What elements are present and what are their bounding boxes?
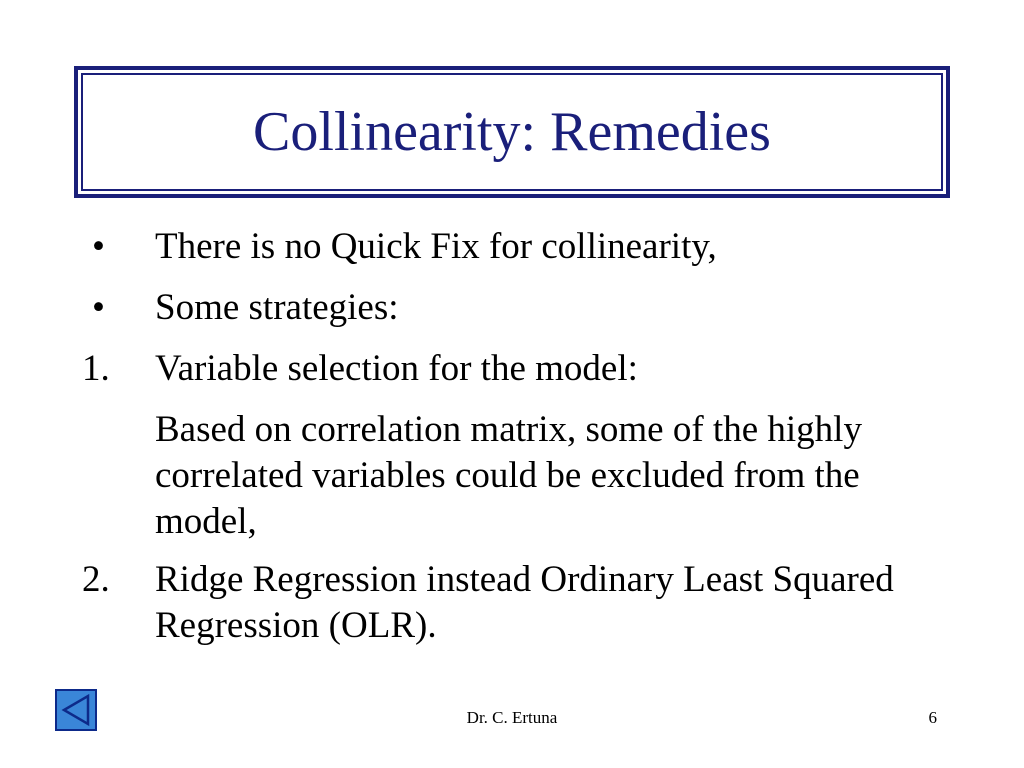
title-frame (74, 66, 950, 198)
slide-title: Collinearity: Remedies (253, 101, 771, 163)
slide-body (82, 224, 962, 664)
bullet-item (82, 285, 962, 331)
numbered-item (82, 346, 962, 392)
footer-author: Dr. C. Ertuna (466, 708, 558, 727)
bullet-marker: • (92, 287, 105, 328)
sub-paragraph: Based on correlation matrix, some of the highly correlated variables could be excluded from the model, (155, 409, 862, 542)
title-frame-inner (81, 73, 943, 191)
numbered-item (82, 557, 962, 649)
numbered-text: Ridge Regression instead Ordinary Least Squared Regression (OLR). (155, 559, 894, 646)
number-marker: 1. (82, 348, 110, 389)
bullet-text: There is no Quick Fix for collinearity, (155, 226, 717, 267)
bullet-marker: • (92, 226, 105, 267)
page-number: 6 (928, 708, 937, 727)
number-marker: 2. (82, 559, 110, 600)
bullet-item (82, 224, 962, 270)
numbered-text: Variable selection for the model: (155, 348, 638, 389)
bullet-text: Some strategies: (155, 287, 399, 328)
